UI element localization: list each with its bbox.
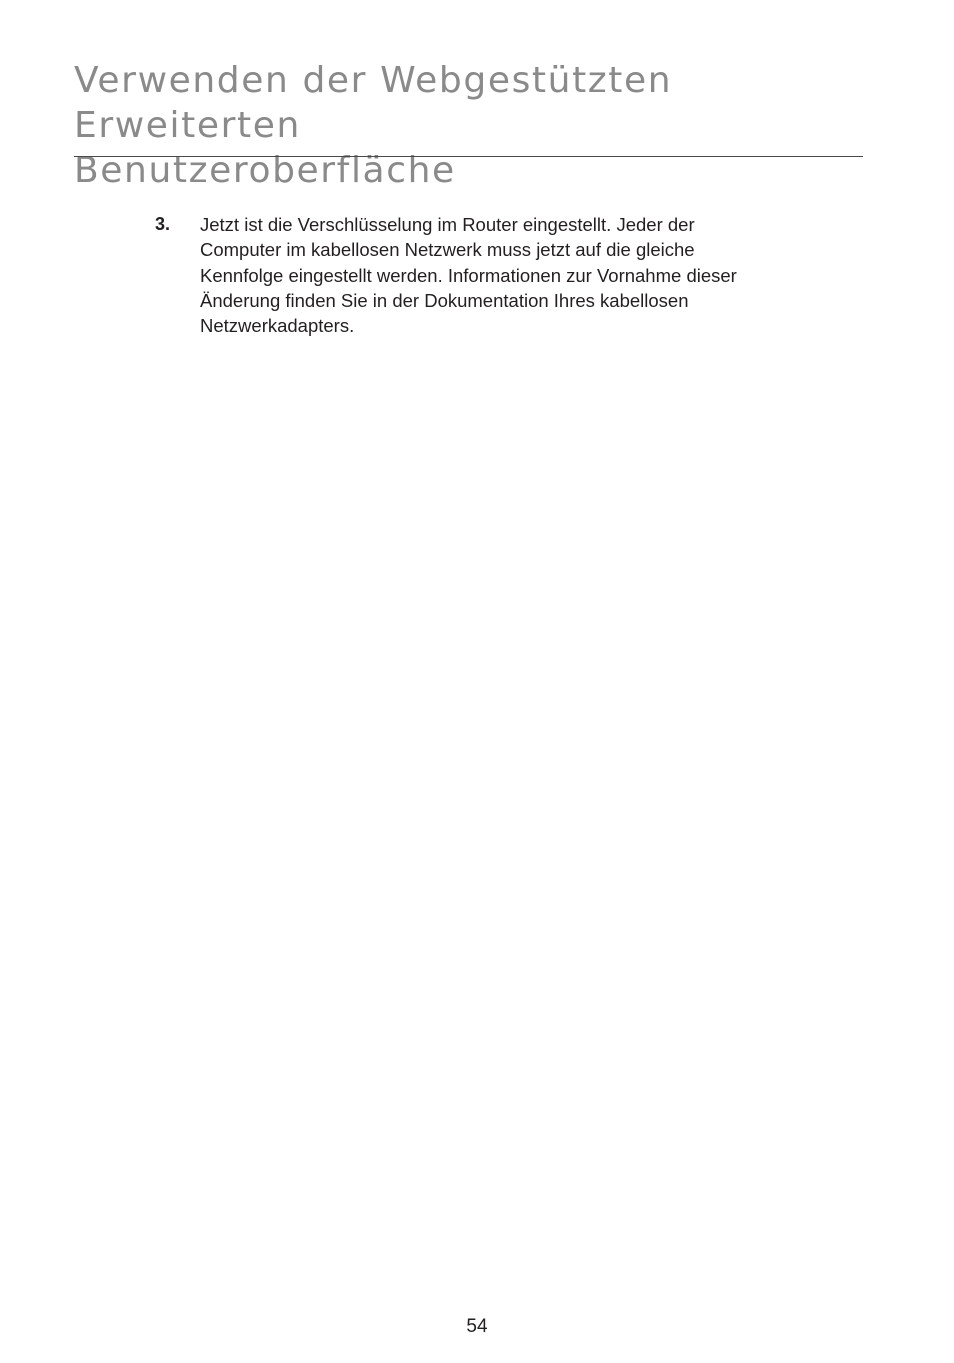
- page-title-line: Verwenden der Webgestützten Erweiterten: [74, 60, 673, 146]
- page-title-line: Benutzeroberfläche: [74, 150, 456, 191]
- page-title: [74, 58, 863, 193]
- step-text-line: Netzwerkadapters.: [200, 315, 355, 337]
- step-number: 3.: [155, 214, 171, 234]
- step-text-line: Kennfolge eingestellt werden. Informationen zur Vornahme dieser: [200, 264, 737, 286]
- page-number: 54: [466, 1316, 488, 1337]
- step-text-line: Änderung finden Sie in der Dokumentation Ihres kabellosen: [200, 289, 689, 311]
- step-text-line: Computer im kabellosen Netzwerk muss jetzt auf die gleiche: [200, 239, 695, 261]
- header-divider: [74, 156, 863, 157]
- step-text: [200, 212, 850, 338]
- page-header: [74, 58, 863, 193]
- step-text-line: Jetzt ist die Verschlüsselung im Router eingestellt. Jeder der: [200, 214, 695, 235]
